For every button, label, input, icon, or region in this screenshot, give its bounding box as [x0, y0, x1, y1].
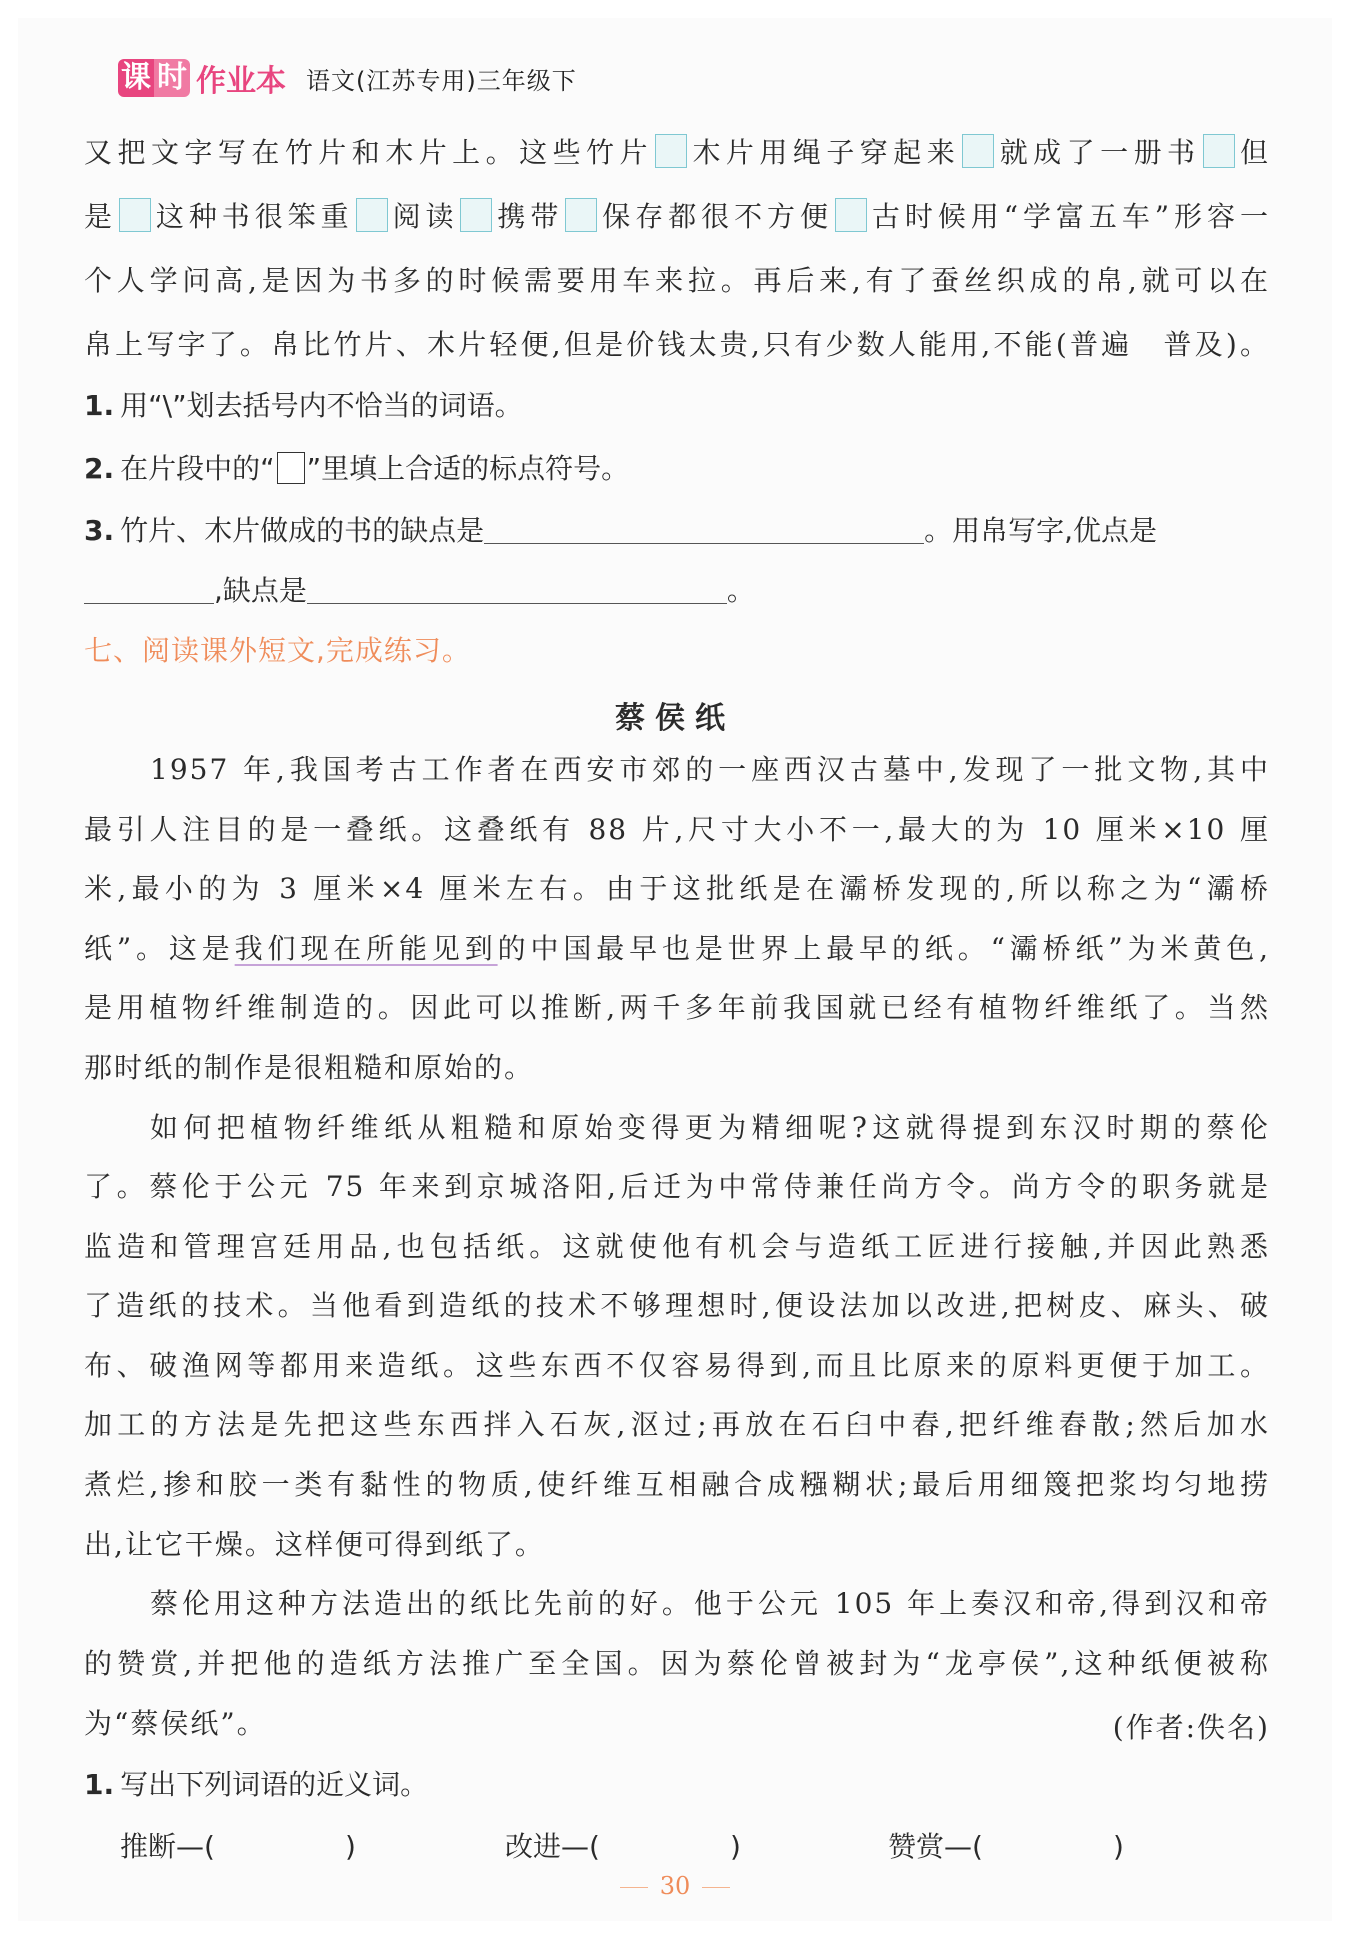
- passage-line-1: [84, 134, 1270, 171]
- punctuation-box[interactable]: [460, 198, 492, 232]
- question-2: [84, 451, 1270, 487]
- article-line: 是用植物纤维制造的。因此可以推断,两千多年前我国就已经有植物纤维纸了。当然: [84, 991, 1270, 1024]
- question-text: 。: [726, 574, 755, 607]
- article-line: 加工的方法是先把这些东西拌入石灰,沤过;再放在石臼中舂,把纤维舂散;然后加水: [84, 1408, 1270, 1441]
- page-sheet: [18, 18, 1332, 1921]
- question-1: [84, 388, 1270, 424]
- text-run: 保存都很不方便: [599, 200, 833, 233]
- question-b-1: [84, 1767, 1270, 1803]
- answer-blank[interactable]: [84, 573, 214, 604]
- question-3-cont: [84, 573, 1270, 609]
- article-line: 米,最小的为 3 厘米×4 厘米左右。由于这批纸是在灞桥发现的,所以称之为“灞桥: [84, 872, 1270, 905]
- text-run: 这种书很笨重: [152, 200, 354, 233]
- synonym-word: 改进—(: [505, 1830, 600, 1863]
- page-number: [0, 1872, 1350, 1900]
- punctuation-box[interactable]: [119, 198, 151, 232]
- article-line: 出,让它干燥。这样便可得到纸了。: [84, 1528, 545, 1561]
- logo-char-2: 时: [154, 59, 190, 97]
- question-text: 竹片、木片做成的书的缺点是: [120, 514, 485, 547]
- article-line: 那时纸的制作是很粗糙和原始的。: [84, 1051, 535, 1084]
- section-heading: 七、阅读课外短文,完成练习。: [84, 634, 471, 667]
- synonym-item-1: [120, 1825, 356, 1865]
- subject-label: 语文(江苏专用)三年级下: [306, 66, 577, 95]
- question-number: 3.: [84, 514, 115, 547]
- article-line: 最引人注目的是一叠纸。这叠纸有 88 片,尺寸大小不一,最大的为 10 厘米×10 厘: [84, 813, 1270, 846]
- article-line: 布、破渔网等都用来造纸。这些东西不仅容易得到,而且比原来的原料更便于加工。: [84, 1349, 1270, 1382]
- passage-line-3: 个人学问高,是因为书多的时候需要用车来拉。再后来,有了蚕丝织成的帛,就可以在: [84, 264, 1270, 297]
- page-header: [118, 56, 577, 100]
- question-text: 。用帛写字,优点是: [924, 514, 1158, 547]
- paren-close: ): [344, 1830, 356, 1863]
- passage-line-4: 帛上写字了。帛比竹片、木片轻便,但是价钱太贵,只有少数人能用,不能(普遍 普及)。: [84, 328, 1270, 361]
- article-line: 的赞赏,并把他的造纸方法推广至全国。因为蔡伦曾被封为“龙亭侯”,这种纸便被称: [84, 1647, 1270, 1680]
- punctuation-box[interactable]: [1203, 134, 1235, 168]
- text-run: 的中国最早也是世界上最早的纸。“灞桥纸”为米黄色,: [497, 932, 1270, 965]
- synonym-word: 赞赏—(: [888, 1830, 983, 1863]
- punctuation-box[interactable]: [835, 198, 867, 232]
- text-run: 又把文字写在竹片和木片上。这些竹片: [84, 136, 653, 169]
- article-line: 煮烂,掺和胶一类有黏性的物质,使纤维互相融合成糨糊状;最后用细篾把浆均匀地捞: [84, 1468, 1270, 1501]
- text-run: 古时候用“学富五车”形容一: [868, 200, 1270, 233]
- question-text: 在片段中的“: [120, 452, 275, 485]
- text-run: 是: [84, 200, 117, 233]
- article-line: 了造纸的技术。当他看到造纸的技术不够理想时,便设法加以改进,把树皮、麻头、破: [84, 1289, 1270, 1322]
- logo-char-1: 课: [118, 59, 154, 97]
- punctuation-box[interactable]: [962, 134, 994, 168]
- article-line: 监造和管理宫廷用品,也包括纸。这就使他有机会与造纸工匠进行接触,并因此熟悉: [84, 1230, 1270, 1263]
- question-text: 用“\”划去括号内不恰当的词语。: [120, 389, 523, 422]
- synonym-item-2: [505, 1825, 741, 1865]
- article-line: 1957 年,我国考古工作者在西安市郊的一座西汉古墓中,发现了一批文物,其中: [150, 753, 1270, 786]
- question-number: 2.: [84, 452, 115, 485]
- article-line: 为“蔡侯纸”。: [84, 1707, 267, 1740]
- paren-close: ): [729, 1830, 741, 1863]
- synonym-word: 推断—(: [120, 1830, 215, 1863]
- question-text: ”里填上合适的标点符号。: [306, 452, 630, 485]
- answer-blank[interactable]: [484, 513, 924, 544]
- article-author: (作者:佚名): [1112, 1711, 1270, 1744]
- logo-box: [118, 59, 190, 97]
- question-number: 1.: [84, 1768, 115, 1801]
- article-line: 蔡伦用这种方法造出的纸比先前的好。他于公元 105 年上奏汉和帝,得到汉和帝: [150, 1587, 1270, 1620]
- text-run: 携带: [494, 200, 564, 233]
- synonym-item-3: [888, 1825, 1124, 1865]
- logo-text: 作业本: [196, 64, 286, 99]
- dash-left: [620, 1887, 648, 1888]
- punctuation-box[interactable]: [565, 198, 597, 232]
- punctuation-box[interactable]: [356, 198, 388, 232]
- text-run: 但: [1236, 136, 1270, 169]
- article-line: 了。蔡伦于公元 75 年来到京城洛阳,后迁为中常侍兼任尚方令。尚方令的职务就是: [84, 1170, 1270, 1203]
- question-text: ,缺点是: [214, 574, 307, 607]
- article-line: [84, 931, 1270, 967]
- question-3: [84, 513, 1270, 549]
- dash-right: [702, 1887, 730, 1888]
- page-number-value: 30: [659, 1872, 691, 1900]
- answer-blank[interactable]: [307, 573, 727, 604]
- passage-line-2: [84, 198, 1270, 235]
- article-title: 蔡侯纸: [615, 701, 735, 736]
- punctuation-box[interactable]: [655, 134, 687, 168]
- box-symbol-icon: [277, 452, 305, 484]
- publisher-logo: [118, 56, 286, 100]
- text-run: 木片用绳子穿起来: [688, 136, 961, 169]
- question-text: 写出下列词语的近义词。: [120, 1768, 429, 1801]
- text-run: 就成了一册书: [996, 136, 1201, 169]
- question-number: 1.: [84, 389, 115, 422]
- article-line: 如何把植物纤维纸从粗糙和原始变得更为精细呢?这就得提到东汉时期的蔡伦: [150, 1111, 1270, 1144]
- paren-close: ): [1112, 1830, 1124, 1863]
- underlined-phrase: 我们现在所能见到: [234, 932, 498, 965]
- text-run: 纸”。这是: [84, 932, 235, 965]
- text-run: 阅读: [389, 200, 459, 233]
